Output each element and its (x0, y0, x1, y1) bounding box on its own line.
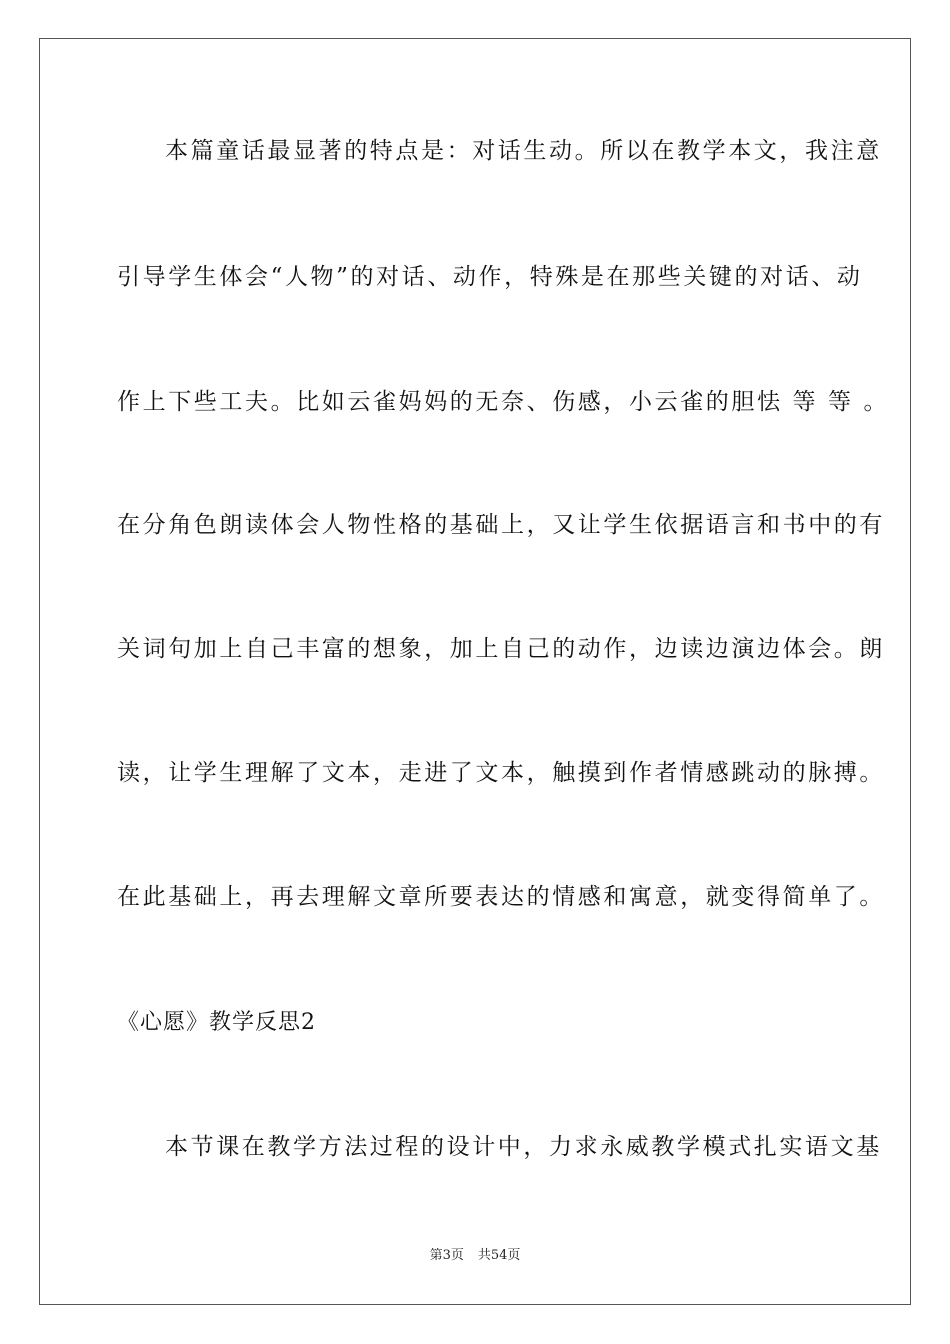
paragraph-line: 在分角色朗读体会人物性格的基础上，又让学生依据语言和书中的有 (117, 512, 885, 538)
page-total: 共54页 (477, 1248, 521, 1263)
section-title: 《心愿》教学反思2 (117, 1010, 316, 1035)
paragraph-line: 在此基础上，再去理解文章所要表达的情感和寓意，就变得简单了。 (117, 884, 885, 910)
paragraph-line: 关词句加上自己丰富的想象，加上自己的动作，边读边演边体会。朗 (117, 636, 885, 662)
paragraph-line: 读，让学生理解了文本，走进了文本，触摸到作者情感跳动的脉搏。 (117, 760, 885, 786)
page-border (39, 38, 911, 1305)
paragraph-line: 本篇童话最显著的特点是：对话生动。所以在教学本文，我注意 (165, 138, 882, 164)
page-number: 第3页 (429, 1248, 464, 1263)
paragraph-line: 本节课在教学方法过程的设计中，力求永威教学模式扎实语文基 (165, 1134, 882, 1160)
paragraph-line: 作上下些工夫。比如云雀妈妈的无奈、伤感，小云雀的胆怯 等 等 。 (117, 389, 890, 415)
page-footer (0, 1247, 950, 1265)
paragraph-line: 引导学生体会“人物”的对话、动作，特殊是在那些关键的对话、动 (117, 264, 863, 290)
